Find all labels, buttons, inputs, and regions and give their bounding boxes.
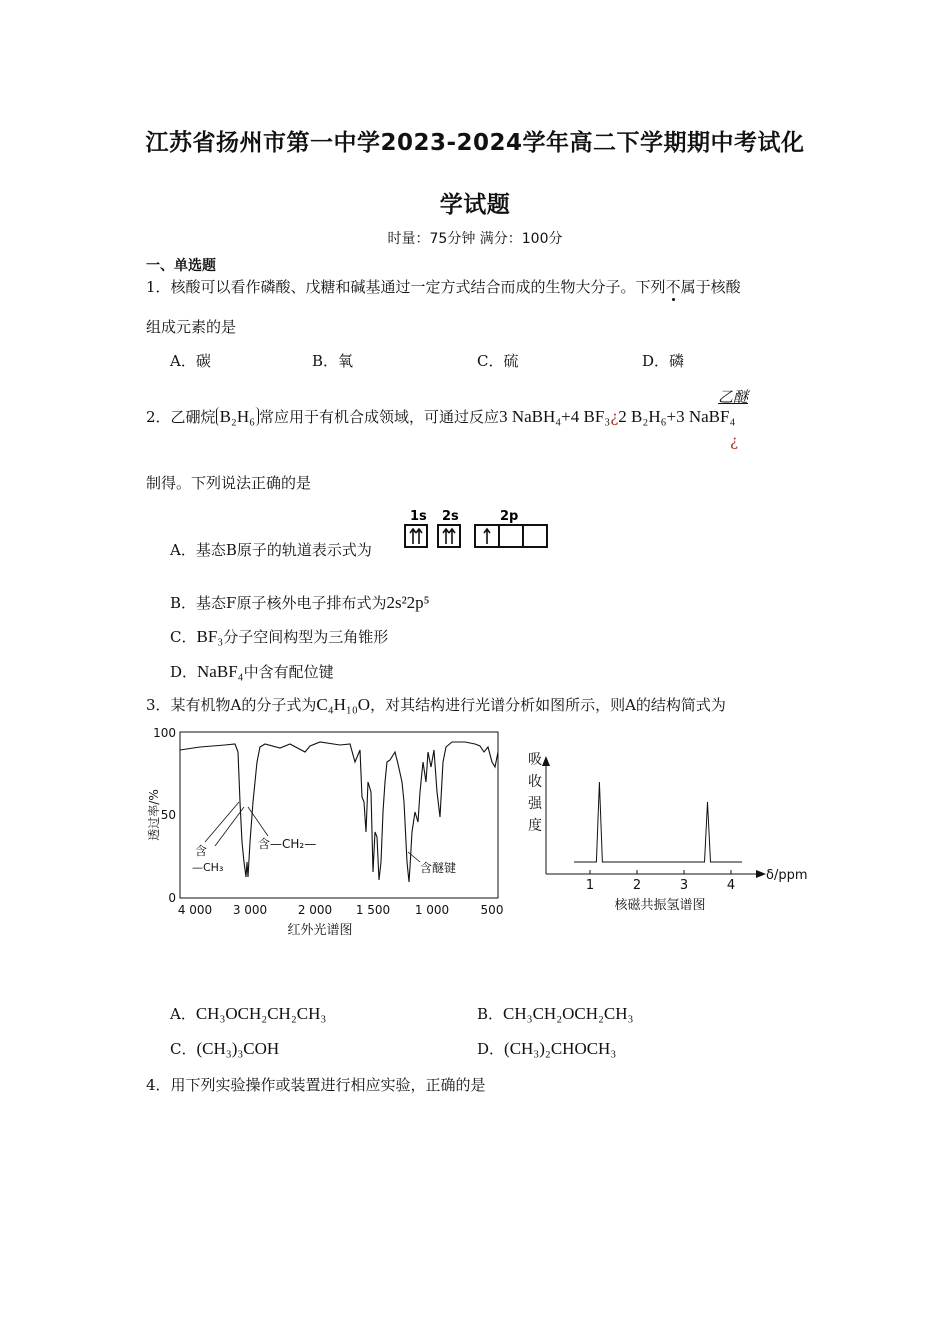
q1-option-b[interactable]: B．氧 [312, 352, 354, 370]
nmr-spectrum-chart [520, 748, 812, 918]
ir-spectrum-chart [140, 722, 512, 944]
ir-annot-ether: 含醚键 [420, 861, 457, 875]
ir-title: 红外光谱图 [287, 923, 353, 938]
ir-xtick-1500: 1 500 [355, 903, 391, 917]
page-title: 江苏省扬州市第一中学2023-2024学年高二下学期期中考试化 [145, 130, 805, 156]
orbital-diagram [400, 508, 550, 552]
reaction-left: 3 NaBH₄+4 BF₃ [499, 407, 611, 426]
q2-option-c[interactable]: C．BF₃分子空间构型为三角锥形 [170, 627, 389, 646]
question-1-line2: 组成元素的是 [146, 318, 237, 336]
nmr-xlabel: δ/ppm [766, 868, 808, 883]
nmr-ylabel-1: 吸 [528, 752, 542, 768]
ir-annot-ch2: 含—CH₂— [258, 837, 317, 851]
reaction-right: 2 B₂H₆+3 NaBF₄ [618, 407, 736, 426]
orbital-label-1s: 1s [410, 509, 427, 524]
page-title-line2: 学试题 [439, 192, 511, 218]
ir-ylabel: 透过率/% [147, 789, 161, 841]
ir-xtick-1000: 1 000 [414, 903, 450, 917]
ir-ytick-100: 100 [153, 726, 176, 740]
q1-option-d[interactable]: D．磷 [642, 352, 685, 370]
question-2: 2．乙硼烷 B₂H₆ 常应用于有机合成领域，可通过反应3 NaBH₄+4 BF₃¿2 B₂H₆+3 NaBF₄ [146, 407, 736, 426]
question-number: 1． [146, 278, 171, 296]
q2-option-a[interactable]: A．基态B原子的轨道表示式为 [170, 541, 372, 559]
nmr-xtick-2: 2 [632, 878, 642, 893]
q3-option-d[interactable]: D．(CH₃)₂CHOCH₃ [477, 1039, 617, 1058]
orbital-label-2s: 2s [442, 509, 459, 524]
question-text: 属于核酸 [680, 278, 741, 296]
ir-ytick-50: 50 [160, 808, 176, 822]
nmr-xtick-3: 3 [679, 878, 689, 893]
q1-option-c[interactable]: C．硫 [477, 352, 519, 370]
nmr-xtick-4: 4 [726, 878, 736, 893]
section-heading: 一、单选题 [146, 258, 216, 274]
nmr-title: 核磁共振氢谱图 [614, 898, 706, 913]
q2-option-d[interactable]: D．NaBF₄中含有配位键 [170, 662, 334, 681]
q3-option-c[interactable]: C．(CH₃)₃COH [170, 1039, 280, 1058]
q3-option-b[interactable]: B．CH₃CH₂OCH₂CH₃ [477, 1004, 634, 1023]
question-3: 3．某有机物A的分子式为C₄H₁₀O，对其结构进行光谱分析如图所示，则A的结构简式为 [146, 695, 726, 714]
question-4: 4．用下列实验操作或装置进行相应实验，正确的是 [146, 1076, 486, 1094]
nmr-ylabel-2: 收 [528, 774, 542, 790]
glitch-char-below: ¿ [730, 432, 739, 450]
nmr-ylabel-4: 度 [528, 818, 542, 834]
q2-option-b[interactable]: B．基态F原子核外电子排布式为2s²2p⁵ [170, 593, 430, 612]
nmr-ylabel-3: 强 [528, 796, 542, 812]
emphasis-mark: 不 [665, 278, 681, 296]
nmr-xtick-1: 1 [585, 878, 595, 893]
ir-xtick-4000: 4 000 [177, 903, 213, 917]
ir-xtick-3000: 3 000 [232, 903, 268, 917]
glitch-char: ¿ [610, 408, 619, 426]
ir-xtick-2000: 2 000 [297, 903, 333, 917]
exam-meta: 时量：75分钟 满分：100分 [387, 231, 563, 247]
reaction-condition: 乙醚 [718, 388, 749, 406]
formula-c4h10o: C₄H₁₀O [316, 695, 371, 714]
q3-option-a[interactable]: A．CH₃OCH₂CH₂CH₃ [170, 1004, 327, 1023]
question-text: 核酸可以看作磷酸、戊糖和碱基通过一定方式结合而成的生物大分子。下列 [170, 278, 666, 296]
nmr-curve [574, 782, 742, 862]
ir-annot-ch3: —CH₃ [192, 861, 224, 874]
formula-b2h6: B₂H₆ [216, 407, 259, 426]
ir-xtick-500: 500 [480, 903, 504, 917]
question-2-line2: 制得。下列说法正确的是 [146, 474, 312, 492]
question-1 [146, 276, 741, 297]
ir-annot-han: 含 [195, 844, 208, 858]
orbital-label-2p: 2p [500, 509, 519, 524]
ir-ytick-0: 0 [168, 891, 176, 905]
q1-option-a[interactable]: A．碳 [170, 352, 211, 370]
